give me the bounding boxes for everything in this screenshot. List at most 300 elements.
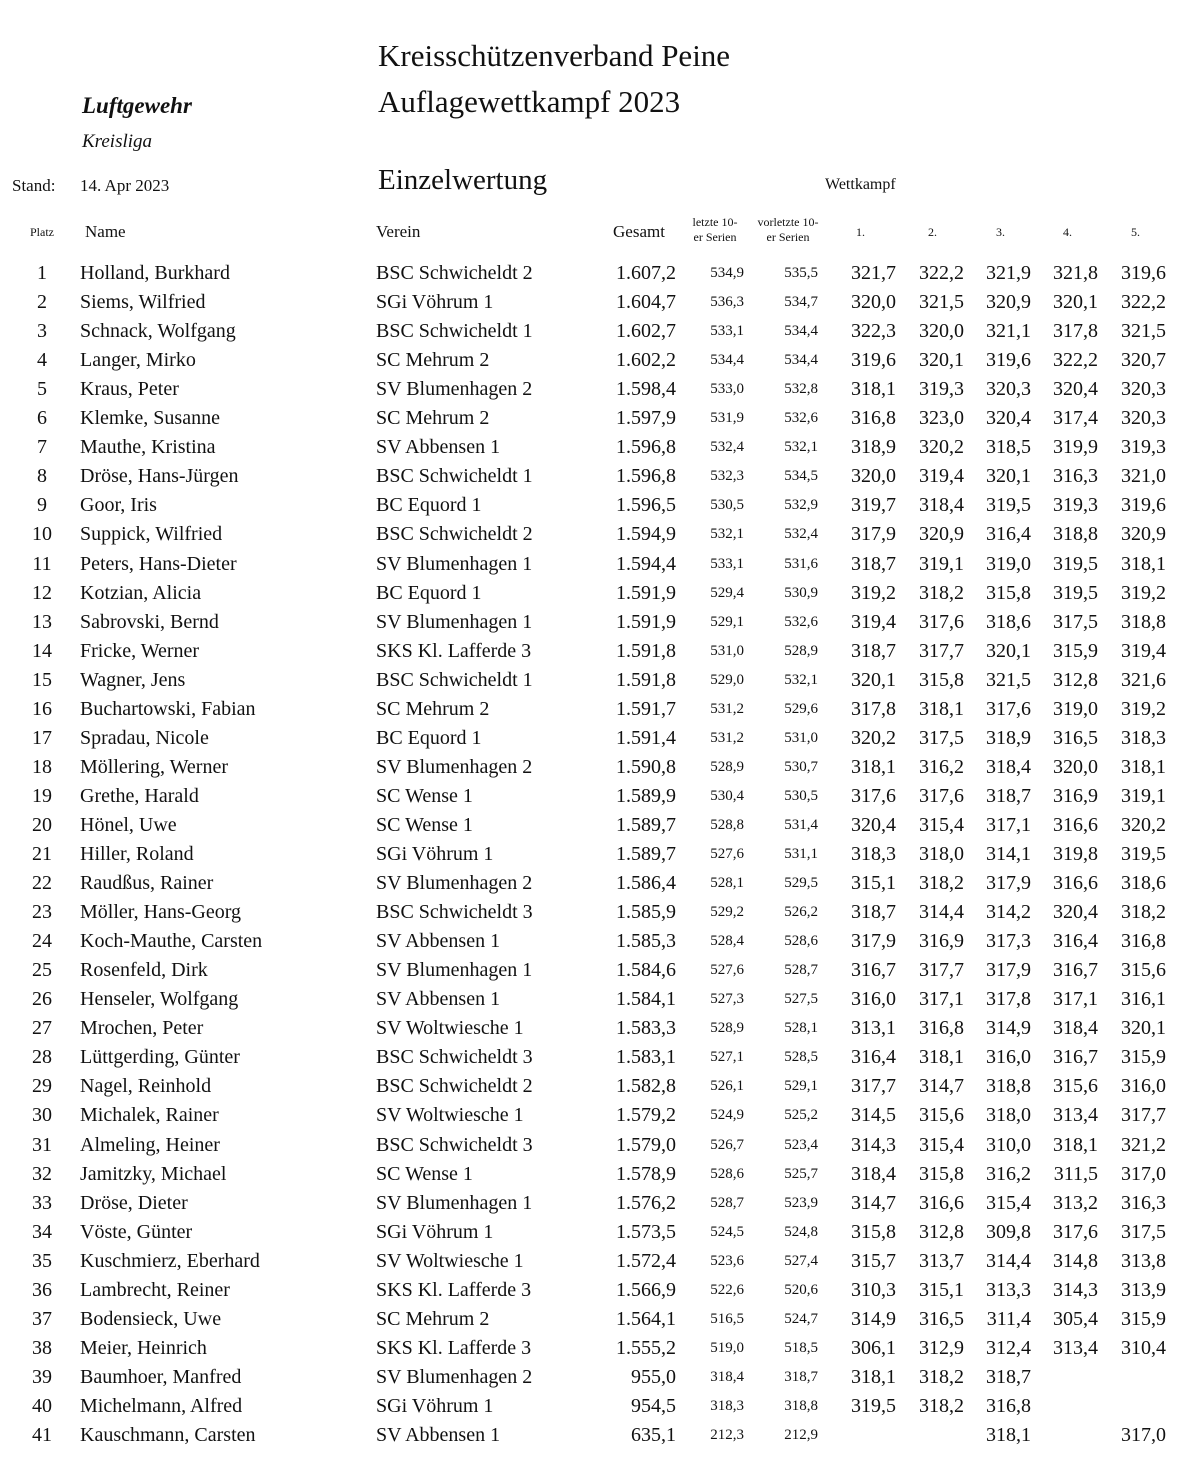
cell-gesamt: 1.591,8 [616,668,676,691]
table-row [0,698,1188,727]
cell-letzte: 528,9 [710,758,744,775]
table-row [0,901,1188,930]
cell-w5: 318,1 [1121,755,1166,778]
cell-platz: 30 [32,1104,52,1127]
cell-vorletzte: 534,4 [784,352,818,369]
cell-vorletzte: 532,6 [784,613,818,630]
cell-name: Baumhoer, Manfred [80,1365,242,1388]
cell-gesamt: 1.572,4 [616,1249,676,1272]
table-row [0,494,1188,523]
cell-w4: 316,9 [1053,784,1098,807]
cell-w4: 317,4 [1053,407,1098,430]
cell-name: Bodensieck, Uwe [80,1307,222,1330]
cell-name: Suppick, Wilfried [80,523,223,546]
col-header-w5: 5. [1131,225,1140,239]
cell-vorletzte: 528,6 [784,933,818,950]
cell-name: Sabrovski, Bernd [80,610,219,633]
cell-w5: 321,6 [1121,668,1166,691]
cell-w2: 317,1 [919,988,964,1011]
cell-w1: 315,1 [851,872,896,895]
cell-name: Goor, Iris [80,494,157,517]
cell-verein: SV Abbensen 1 [376,436,501,459]
cell-w3: 317,8 [986,988,1031,1011]
cell-name: Hiller, Roland [80,843,194,865]
cell-name: Siems, Wilfried [80,291,206,314]
cell-w4: 313,4 [1053,1336,1098,1359]
col-header-verein: Verein [376,222,421,241]
cell-gesamt: 1.597,9 [616,407,676,430]
cell-w4: 316,5 [1053,726,1098,749]
cell-w4: 318,4 [1053,1017,1098,1040]
cell-letzte: 516,5 [710,1310,744,1327]
cell-w3: 315,4 [986,1191,1031,1214]
cell-w3: 316,2 [986,1162,1031,1185]
cell-w5: 315,6 [1121,959,1166,982]
cell-name: Rosenfeld, Dirk [80,959,208,982]
table-row [0,756,1188,785]
cell-verein: SV Woltwiesche 1 [376,1017,524,1040]
cell-verein: BC Equord 1 [376,581,482,604]
cell-gesamt: 1.589,7 [616,843,676,865]
cell-w5: 320,9 [1121,523,1166,546]
cell-w1: 318,4 [851,1162,896,1185]
table-row [0,1075,1188,1104]
cell-w5: 317,5 [1121,1220,1166,1243]
cell-letzte: 529,0 [710,671,744,688]
cell-w2: 317,7 [919,639,964,662]
cell-verein: SV Woltwiesche 1 [376,1104,524,1127]
cell-name: Kauschmann, Carsten [80,1424,256,1446]
cell-verein: BC Equord 1 [376,494,482,517]
cell-gesamt: 1.585,3 [616,930,676,953]
cell-verein: SV Blumenhagen 2 [376,872,533,895]
cell-platz: 5 [37,378,47,401]
cell-w4: 313,4 [1053,1104,1098,1127]
cell-name: Koch-Mauthe, Carsten [80,930,263,953]
cell-platz: 39 [32,1365,52,1388]
cell-w1: 314,9 [851,1307,896,1330]
cell-w1: 317,9 [851,930,896,953]
cell-name: Jamitzky, Michael [80,1162,227,1185]
cell-w4: 316,6 [1053,813,1098,836]
cell-gesamt: 1.582,8 [616,1075,676,1098]
cell-letzte: 526,7 [710,1136,744,1153]
cell-letzte: 531,0 [710,642,744,659]
cell-vorletzte: 529,6 [784,700,818,717]
cell-w5: 316,1 [1121,988,1166,1011]
cell-gesamt: 954,5 [631,1394,676,1417]
cell-letzte: 529,2 [710,904,744,921]
cell-vorletzte: 530,9 [784,584,818,601]
cell-letzte: 536,3 [710,294,744,311]
cell-w3: 318,9 [986,726,1031,749]
cell-verein: BSC Schwicheldt 1 [376,668,533,691]
cell-w2: 315,4 [919,1133,964,1156]
cell-gesamt: 1.579,0 [616,1133,676,1156]
cell-platz: 9 [37,494,47,517]
cell-platz: 18 [32,755,52,778]
cell-w5: 317,0 [1121,1424,1166,1446]
cell-platz: 37 [32,1307,52,1330]
cell-vorletzte: 525,2 [784,1107,818,1124]
cell-name: Meier, Heinrich [80,1336,207,1359]
cell-platz: 33 [32,1191,52,1214]
cell-verein: BSC Schwicheldt 1 [376,465,533,488]
cell-name: Almeling, Heiner [80,1133,220,1156]
cell-platz: 14 [32,639,52,662]
cell-w1: 315,8 [851,1220,896,1243]
table-row [0,1250,1188,1279]
cell-w4: 314,8 [1053,1249,1098,1272]
cell-platz: 10 [32,523,52,546]
cell-vorletzte: 530,7 [784,758,818,775]
cell-w3: 316,0 [986,1046,1031,1069]
cell-gesamt: 1.596,8 [616,436,676,459]
cell-w2: 316,9 [919,930,964,953]
cell-w5: 320,1 [1121,1017,1166,1040]
cell-name: Kraus, Peter [80,378,179,401]
cell-w1: 314,7 [851,1191,896,1214]
cell-w3: 314,4 [986,1249,1031,1272]
cell-w1: 320,0 [851,465,896,488]
cell-platz: 19 [32,784,52,807]
cell-w1: 314,5 [851,1104,896,1127]
cell-verein: BSC Schwicheldt 3 [376,1046,533,1069]
cell-w2: 322,2 [919,262,964,284]
cell-w4: 315,9 [1053,639,1098,662]
cell-w5: 320,3 [1121,407,1166,430]
cell-w1: 316,7 [851,959,896,982]
col-header-letzte-line2: er Serien [693,230,737,244]
cell-platz: 36 [32,1278,52,1301]
col-header-gesamt: Gesamt [613,222,665,241]
cell-w5: 316,8 [1121,930,1166,953]
cell-w3: 321,9 [986,262,1031,284]
cell-w3: 316,8 [986,1394,1031,1417]
cell-vorletzte: 531,6 [784,555,818,572]
cell-w3: 317,1 [986,813,1031,836]
cell-vorletzte: 318,8 [784,1397,818,1414]
cell-gesamt: 1.604,7 [616,291,676,314]
cell-name: Schnack, Wolfgang [80,320,236,343]
cell-w3: 320,1 [986,465,1031,488]
col-header-vorletzte [748,215,828,245]
col-header-letzte [680,215,750,245]
cell-verein: BSC Schwicheldt 2 [376,262,533,284]
cell-platz: 40 [32,1394,52,1417]
wettkampf-label: Wettkampf [825,176,896,193]
cell-verein: SV Abbensen 1 [376,988,501,1011]
cell-vorletzte: 520,6 [784,1281,818,1298]
cell-name: Grethe, Harald [80,784,199,807]
cell-w2: 312,8 [919,1220,964,1243]
cell-w3: 313,3 [986,1278,1031,1301]
category-label: Luftgewehr [82,93,192,118]
cell-vorletzte: 525,7 [784,1165,818,1182]
table-row [0,465,1188,494]
cell-w2: 323,0 [919,407,964,430]
cell-w1: 318,1 [851,1365,896,1388]
cell-letzte: 533,0 [710,381,744,398]
cell-platz: 32 [32,1162,52,1185]
cell-w4: 319,0 [1053,697,1098,720]
cell-vorletzte: 531,0 [784,729,818,746]
cell-gesamt: 1.584,6 [616,959,676,982]
cell-name: Michalek, Rainer [80,1104,219,1127]
cell-letzte: 523,6 [710,1252,744,1269]
cell-platz: 2 [37,291,47,314]
cell-w4: 316,7 [1053,1046,1098,1069]
cell-gesamt: 1.573,5 [616,1220,676,1243]
table-row [0,843,1188,872]
cell-w5: 319,6 [1121,494,1166,517]
cell-letzte: 318,4 [710,1368,744,1385]
cell-platz: 21 [32,843,52,865]
cell-gesamt: 1.594,4 [616,552,676,575]
cell-platz: 31 [32,1133,52,1156]
table-row [0,1337,1188,1366]
col-header-w2: 2. [928,225,937,239]
cell-w4: 316,6 [1053,872,1098,895]
table-row [0,1366,1188,1395]
cell-w2: 316,8 [919,1017,964,1040]
cell-w4: 305,4 [1053,1307,1098,1330]
cell-verein: SV Blumenhagen 1 [376,610,533,633]
cell-vorletzte: 532,4 [784,526,818,543]
cell-vorletzte: 523,9 [784,1194,818,1211]
cell-w1: 319,6 [851,349,896,372]
cell-platz: 17 [32,726,52,749]
cell-w2: 315,1 [919,1278,964,1301]
cell-w5: 315,9 [1121,1307,1166,1330]
col-header-vorletzte-line1: vorletzte 10- [757,215,819,229]
cell-w3: 320,1 [986,639,1031,662]
cell-vorletzte: 527,5 [784,991,818,1008]
cell-w5: 320,2 [1121,813,1166,836]
cell-gesamt: 955,0 [631,1365,676,1388]
cell-w4: 322,2 [1053,349,1098,372]
cell-vorletzte: 535,5 [784,265,818,281]
cell-vorletzte: 531,1 [784,846,818,862]
col-header-vorletzte-line2: er Serien [766,230,810,244]
cell-w1: 316,4 [851,1046,896,1069]
cell-w1: 320,4 [851,813,896,836]
cell-gesamt: 1.607,2 [616,262,676,284]
cell-w4: 317,1 [1053,988,1098,1011]
cell-gesamt: 1.578,9 [616,1162,676,1185]
cell-w5: 322,2 [1121,291,1166,314]
cell-w2: 320,1 [919,349,964,372]
cell-w2: 315,8 [919,668,964,691]
cell-w1: 316,8 [851,407,896,430]
cell-w1: 322,3 [851,320,896,343]
cell-letzte: 533,1 [710,323,744,340]
cell-letzte: 528,7 [710,1194,744,1211]
cell-platz: 25 [32,959,52,982]
col-header-w4: 4. [1063,225,1072,239]
table-row [0,436,1188,465]
cell-vorletzte: 531,4 [784,816,818,833]
cell-name: Langer, Mirko [80,349,196,372]
cell-w2: 315,8 [919,1162,964,1185]
cell-gesamt: 1.589,9 [616,784,676,807]
cell-letzte: 531,2 [710,729,744,746]
cell-platz: 3 [37,320,47,343]
table-row [0,814,1188,843]
cell-letzte: 527,6 [710,846,744,862]
cell-w1: 317,8 [851,697,896,720]
cell-name: Spradau, Nicole [80,726,209,749]
cell-w5: 315,9 [1121,1046,1166,1069]
cell-vorletzte: 528,5 [784,1049,818,1066]
cell-name: Peters, Hans-Dieter [80,552,237,575]
cell-verein: SKS Kl. Lafferde 3 [376,1278,532,1301]
cell-name: Nagel, Reinhold [80,1075,212,1098]
cell-w2: 320,9 [919,523,964,546]
cell-vorletzte: 518,5 [784,1339,818,1356]
cell-letzte: 527,3 [710,991,744,1008]
cell-name: Michelmann, Alfred [80,1394,243,1417]
cell-name: Dröse, Hans-Jürgen [80,465,239,488]
cell-w3: 319,0 [986,552,1031,575]
cell-w1: 318,7 [851,639,896,662]
cell-letzte: 524,5 [710,1223,744,1240]
cell-letzte: 532,4 [710,439,744,456]
cell-w2: 314,4 [919,901,964,924]
table-row [0,640,1188,669]
table-row [0,291,1188,320]
cell-w4: 312,8 [1053,668,1098,691]
cell-platz: 20 [32,813,52,836]
cell-w4: 319,8 [1053,843,1098,865]
cell-name: Henseler, Wolfgang [80,988,239,1011]
cell-w1: 319,7 [851,494,896,517]
cell-w4: 314,3 [1053,1278,1098,1301]
cell-letzte: 526,1 [710,1078,744,1095]
cell-w2: 314,7 [919,1075,964,1098]
cell-w2: 318,2 [919,581,964,604]
cell-w2: 318,1 [919,697,964,720]
cell-verein: SV Abbensen 1 [376,930,501,953]
cell-w3: 319,6 [986,349,1031,372]
cell-w4: 313,2 [1053,1191,1098,1214]
table-row [0,320,1188,349]
table-row [0,1395,1188,1424]
cell-w4: 320,4 [1053,901,1098,924]
cell-letzte: 522,6 [710,1281,744,1298]
cell-verein: SC Mehrum 2 [376,349,490,372]
cell-w5: 319,1 [1121,784,1166,807]
cell-w2: 320,2 [919,436,964,459]
cell-w2: 319,4 [919,465,964,488]
cell-w2: 319,3 [919,378,964,401]
section-title: Einzelwertung [378,164,548,196]
cell-w3: 312,4 [986,1336,1031,1359]
cell-w1: 318,3 [851,843,896,865]
league-label: Kreisliga [82,131,153,152]
cell-gesamt: 1.602,2 [616,349,676,372]
cell-w5: 316,3 [1121,1191,1166,1214]
cell-letzte: 527,6 [710,962,744,979]
table-row [0,1017,1188,1046]
cell-w2: 316,5 [919,1307,964,1330]
cell-letzte: 530,4 [710,787,744,804]
cell-gesamt: 1.591,9 [616,581,676,604]
col-header-name: Name [85,222,126,241]
cell-letzte: 532,3 [710,468,744,485]
cell-w5: 320,7 [1121,349,1166,372]
cell-w4: 320,0 [1053,755,1098,778]
cell-name: Wagner, Jens [80,668,186,691]
cell-verein: BSC Schwicheldt 2 [376,523,533,546]
cell-w4: 317,5 [1053,610,1098,633]
cell-platz: 16 [32,697,52,720]
cell-w2: 315,4 [919,813,964,836]
cell-vorletzte: 524,7 [784,1310,818,1327]
cell-platz: 12 [32,581,52,604]
cell-gesamt: 1.586,4 [616,872,676,895]
cell-w1: 319,5 [851,1394,896,1417]
cell-w3: 317,3 [986,930,1031,953]
cell-verein: SC Wense 1 [376,1162,473,1185]
cell-w3: 311,4 [986,1307,1031,1330]
cell-gesamt: 1.591,7 [616,697,676,720]
cell-gesamt: 1.594,9 [616,523,676,546]
table-row [0,553,1188,582]
cell-letzte: 528,1 [710,875,744,892]
cell-platz: 7 [37,436,47,459]
cell-gesamt: 1.598,4 [616,378,676,401]
cell-verein: BSC Schwicheldt 3 [376,901,533,924]
cell-gesamt: 1.555,2 [616,1336,676,1359]
cell-gesamt: 1.584,1 [616,988,676,1011]
cell-w1: 318,1 [851,378,896,401]
cell-platz: 4 [37,349,47,372]
cell-vorletzte: 534,4 [784,323,818,340]
cell-verein: SV Blumenhagen 1 [376,552,533,575]
cell-vorletzte: 528,9 [784,642,818,659]
title-federation: Kreisschützenverband Peine [378,38,731,73]
cell-platz: 35 [32,1249,52,1272]
cell-w5: 319,3 [1121,436,1166,459]
cell-w3: 316,4 [986,523,1031,546]
cell-w2: 317,6 [919,784,964,807]
cell-w3: 318,5 [986,436,1031,459]
cell-gesamt: 1.591,4 [616,726,676,749]
cell-name: Raudßus, Rainer [80,872,214,895]
cell-w1: 319,4 [851,610,896,633]
cell-platz: 23 [32,901,52,924]
table-row [0,727,1188,756]
table-row [0,378,1188,407]
table-row [0,1046,1188,1075]
cell-w4: 315,6 [1053,1075,1098,1098]
table-row [0,1279,1188,1308]
cell-w5: 319,2 [1121,697,1166,720]
cell-platz: 13 [32,610,52,633]
cell-letzte: 519,0 [710,1339,744,1356]
cell-platz: 27 [32,1017,52,1040]
cell-gesamt: 1.583,1 [616,1046,676,1069]
cell-w2: 312,9 [919,1336,964,1359]
cell-vorletzte: 534,5 [784,468,818,485]
cell-verein: SV Blumenhagen 2 [376,378,533,401]
table-row [0,523,1188,552]
cell-letzte: 534,4 [710,352,744,369]
cell-name: Möllering, Werner [80,755,228,778]
cell-name: Vöste, Günter [80,1220,193,1243]
cell-w3: 318,1 [986,1424,1031,1446]
